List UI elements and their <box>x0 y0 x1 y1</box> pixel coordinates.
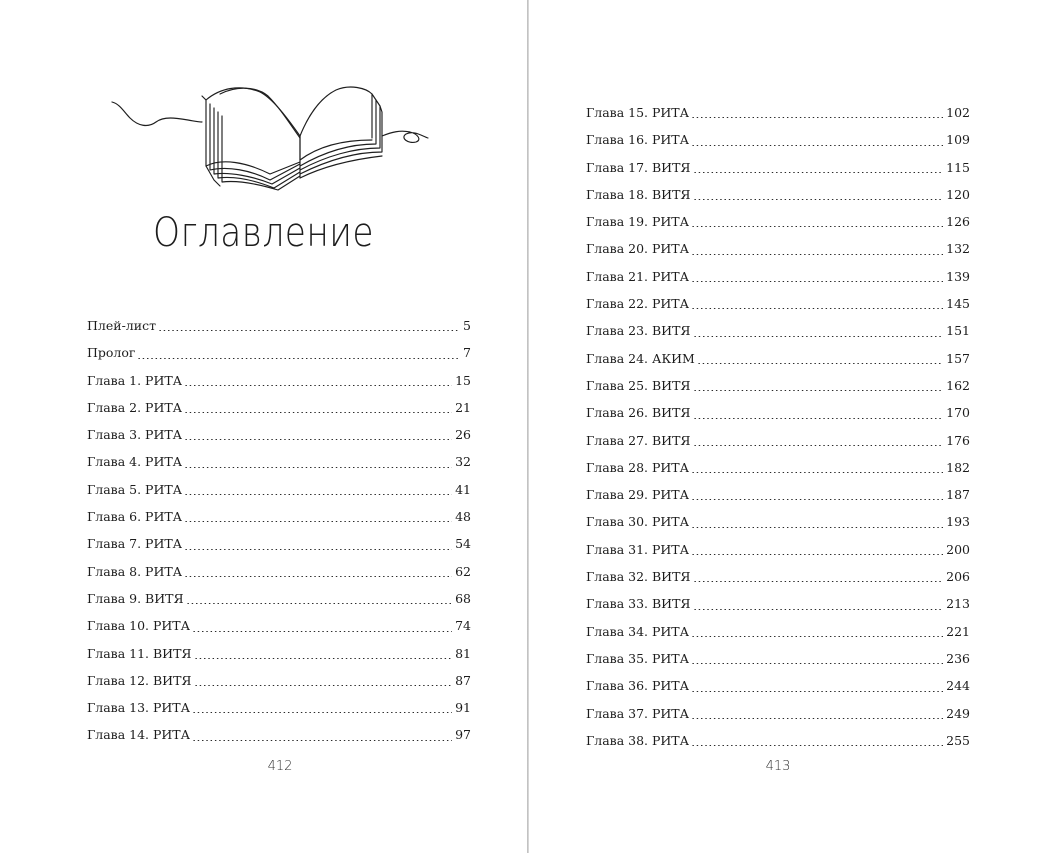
toc-dot-leader <box>691 745 943 746</box>
toc-entry-page: 145 <box>946 296 970 312</box>
toc-entry-title: Глава 35. РИТА <box>586 650 690 666</box>
toc-entry-page: 132 <box>946 241 970 257</box>
toc-entry-title: Глава 7. РИТА <box>87 536 183 552</box>
toc-entry-title: Глава 17. ВИТЯ <box>586 159 691 175</box>
toc-list-left <box>87 312 471 749</box>
toc-entry-page: 187 <box>946 487 970 503</box>
toc-entry[interactable] <box>586 290 970 317</box>
toc-dot-leader <box>691 281 943 282</box>
toc-entry-title: Глава 3. РИТА <box>87 427 183 443</box>
toc-entry-title: Глава 1. РИТА <box>87 372 183 388</box>
toc-dot-leader <box>693 390 944 391</box>
toc-entry[interactable] <box>87 585 471 612</box>
toc-entry-title: Глава 22. РИТА <box>586 296 690 312</box>
toc-dot-leader <box>691 718 943 719</box>
toc-entry-page: 126 <box>946 214 970 230</box>
toc-entry[interactable] <box>586 317 970 344</box>
toc-entry-title: Глава 23. ВИТЯ <box>586 323 691 339</box>
toc-entry[interactable] <box>586 590 970 617</box>
toc-entry[interactable] <box>87 312 471 339</box>
toc-dot-leader <box>184 549 452 550</box>
toc-entry[interactable] <box>87 667 471 694</box>
toc-entry[interactable] <box>87 339 471 366</box>
toc-entry-page: 5 <box>463 318 471 333</box>
toc-entry-title: Глава 33. ВИТЯ <box>586 596 691 612</box>
toc-entry-page: 41 <box>455 481 471 497</box>
toc-entry-title: Глава 27. ВИТЯ <box>586 432 691 448</box>
toc-entry[interactable] <box>586 727 970 754</box>
toc-dot-leader <box>194 658 453 659</box>
toc-entry-title: Глава 34. РИТА <box>586 623 690 639</box>
toc-entry[interactable] <box>586 618 970 645</box>
toc-entry[interactable] <box>87 640 471 667</box>
toc-dot-leader <box>184 494 452 495</box>
toc-entry-title: Глава 6. РИТА <box>87 509 183 525</box>
toc-entry-page: 170 <box>946 405 970 421</box>
toc-entry-page: 97 <box>455 727 471 743</box>
toc-dot-leader <box>691 691 943 692</box>
toc-entry[interactable] <box>87 367 471 394</box>
toc-entry[interactable] <box>586 508 970 535</box>
toc-dot-leader <box>697 363 943 364</box>
toc-entry-title: Глава 8. РИТА <box>87 563 183 579</box>
toc-entry[interactable] <box>586 154 970 181</box>
toc-entry[interactable] <box>87 448 471 475</box>
toc-list-right <box>586 99 970 754</box>
toc-entry[interactable] <box>87 694 471 721</box>
toc-entry-title: Глава 25. ВИТЯ <box>586 377 691 393</box>
toc-dot-leader <box>192 712 452 713</box>
toc-dot-leader <box>693 445 944 446</box>
toc-entry-page: 91 <box>455 700 471 716</box>
toc-dot-leader <box>184 412 452 413</box>
toc-entry[interactable] <box>87 394 471 421</box>
toc-entry-title: Глава 19. РИТА <box>586 214 690 230</box>
toc-entry-page: 157 <box>946 350 970 366</box>
toc-dot-leader <box>691 663 943 664</box>
toc-entry-page: 193 <box>946 514 970 530</box>
toc-entry-page: 26 <box>455 427 471 443</box>
open-book-line-art-icon <box>110 78 430 198</box>
toc-dot-leader <box>137 358 460 359</box>
page-number-left: 412 <box>267 759 293 774</box>
toc-entry-title: Глава 38. РИТА <box>586 732 690 748</box>
toc-entry[interactable] <box>87 476 471 503</box>
toc-entry-page: 200 <box>946 541 970 557</box>
toc-dot-leader <box>186 603 453 604</box>
toc-entry-page: 176 <box>946 432 970 448</box>
toc-entry-page: 62 <box>455 563 471 579</box>
toc-entry-page: 7 <box>463 345 471 361</box>
toc-entry[interactable] <box>87 530 471 557</box>
toc-entry-page: 68 <box>455 590 471 606</box>
toc-dot-leader <box>691 117 943 118</box>
toc-entry-title: Глава 4. РИТА <box>87 454 183 470</box>
toc-dot-leader <box>158 330 460 331</box>
toc-entry[interactable] <box>586 454 970 481</box>
toc-entry[interactable] <box>586 345 970 372</box>
toc-entry[interactable] <box>586 235 970 262</box>
toc-entry-page: 15 <box>455 372 471 388</box>
toc-entry-page: 115 <box>946 159 970 175</box>
toc-entry-page: 102 <box>946 105 970 120</box>
toc-entry-page: 162 <box>946 377 970 393</box>
toc-dot-leader <box>693 336 944 337</box>
toc-dot-leader <box>184 576 452 577</box>
toc-entry-page: 120 <box>946 186 970 202</box>
toc-entry-page: 32 <box>455 454 471 470</box>
toc-dot-leader <box>693 581 944 582</box>
toc-entry[interactable] <box>586 208 970 235</box>
toc-entry-page: 81 <box>455 645 471 661</box>
toc-dot-leader <box>184 385 452 386</box>
toc-entry-title: Пролог <box>87 345 136 361</box>
toc-entry-page: 182 <box>946 459 970 475</box>
toc-entry[interactable] <box>87 612 471 639</box>
toc-entry[interactable] <box>586 372 970 399</box>
toc-entry-title: Глава 12. ВИТЯ <box>87 672 192 688</box>
toc-dot-leader <box>693 418 944 419</box>
toc-entry[interactable] <box>586 672 970 699</box>
toc-entry-title: Глава 37. РИТА <box>586 705 690 721</box>
toc-dot-leader <box>194 685 453 686</box>
page-number-right: 413 <box>765 759 791 774</box>
page-title: Оглавление <box>153 210 374 256</box>
toc-dot-leader <box>184 467 452 468</box>
toc-entry[interactable] <box>586 427 970 454</box>
toc-dot-leader <box>693 609 944 610</box>
toc-entry-page: 54 <box>455 536 471 552</box>
toc-entry[interactable] <box>586 399 970 426</box>
toc-entry-page: 48 <box>455 509 471 525</box>
toc-entry-page: 236 <box>946 650 970 666</box>
toc-entry[interactable] <box>586 700 970 727</box>
toc-dot-leader <box>691 254 943 255</box>
toc-entry-page: 244 <box>946 678 970 694</box>
toc-entry-page: 151 <box>946 323 970 339</box>
toc-entry[interactable] <box>87 721 471 748</box>
toc-entry[interactable] <box>586 181 970 208</box>
toc-entry-title: Глава 26. ВИТЯ <box>586 405 691 421</box>
toc-entry-title: Глава 9. ВИТЯ <box>87 590 184 606</box>
toc-dot-leader <box>691 226 943 227</box>
toc-dot-leader <box>691 499 943 500</box>
toc-dot-leader <box>693 199 944 200</box>
toc-entry-page: 206 <box>946 569 970 585</box>
toc-entry-title: Плей-лист <box>87 318 156 333</box>
toc-entry-title: Глава 28. РИТА <box>586 459 690 475</box>
toc-dot-leader <box>192 740 452 741</box>
toc-entry-page: 87 <box>455 672 471 688</box>
toc-entry[interactable] <box>586 536 970 563</box>
toc-entry[interactable] <box>586 126 970 153</box>
toc-entry[interactable] <box>586 563 970 590</box>
toc-entry-title: Глава 14. РИТА <box>87 727 191 743</box>
toc-dot-leader <box>691 636 943 637</box>
toc-entry-page: 139 <box>946 268 970 284</box>
toc-entry[interactable] <box>586 263 970 290</box>
toc-entry-title: Глава 16. РИТА <box>586 132 690 148</box>
toc-entry-title: Глава 11. ВИТЯ <box>87 645 192 661</box>
toc-entry-title: Глава 31. РИТА <box>586 541 690 557</box>
toc-entry-page: 21 <box>455 399 471 415</box>
toc-entry[interactable] <box>586 99 970 126</box>
book-gutter <box>527 0 529 853</box>
toc-entry-title: Глава 10. РИТА <box>87 618 191 634</box>
toc-entry-page: 109 <box>946 132 970 148</box>
toc-dot-leader <box>691 472 943 473</box>
toc-dot-leader <box>691 554 943 555</box>
toc-entry-title: Глава 2. РИТА <box>87 399 183 415</box>
toc-dot-leader <box>192 631 452 632</box>
toc-dot-leader <box>691 145 943 146</box>
toc-dot-leader <box>691 308 943 309</box>
toc-entry-title: Глава 24. АКИМ <box>586 350 695 366</box>
toc-entry[interactable] <box>586 645 970 672</box>
toc-entry-page: 221 <box>946 623 970 639</box>
toc-entry-title: Глава 13. РИТА <box>87 700 191 716</box>
toc-entry[interactable] <box>87 503 471 530</box>
toc-entry[interactable] <box>87 558 471 585</box>
toc-entry-page: 249 <box>946 705 970 721</box>
toc-dot-leader <box>691 527 943 528</box>
toc-entry[interactable] <box>586 481 970 508</box>
toc-dot-leader <box>184 439 452 440</box>
toc-entry-title: Глава 18. ВИТЯ <box>586 186 691 202</box>
toc-entry-title: Глава 5. РИТА <box>87 481 183 497</box>
toc-entry-title: Глава 29. РИТА <box>586 487 690 503</box>
toc-entry-title: Глава 36. РИТА <box>586 678 690 694</box>
toc-entry-page: 255 <box>946 732 970 748</box>
toc-entry[interactable] <box>87 421 471 448</box>
toc-entry-page: 74 <box>455 618 471 634</box>
toc-entry-title: Глава 15. РИТА <box>586 105 690 120</box>
toc-entry-title: Глава 20. РИТА <box>586 241 690 257</box>
toc-dot-leader <box>184 521 452 522</box>
toc-entry-title: Глава 21. РИТА <box>586 268 690 284</box>
toc-entry-page: 213 <box>946 596 970 612</box>
toc-entry-title: Глава 32. ВИТЯ <box>586 569 691 585</box>
toc-dot-leader <box>693 172 944 173</box>
toc-entry-title: Глава 30. РИТА <box>586 514 690 530</box>
